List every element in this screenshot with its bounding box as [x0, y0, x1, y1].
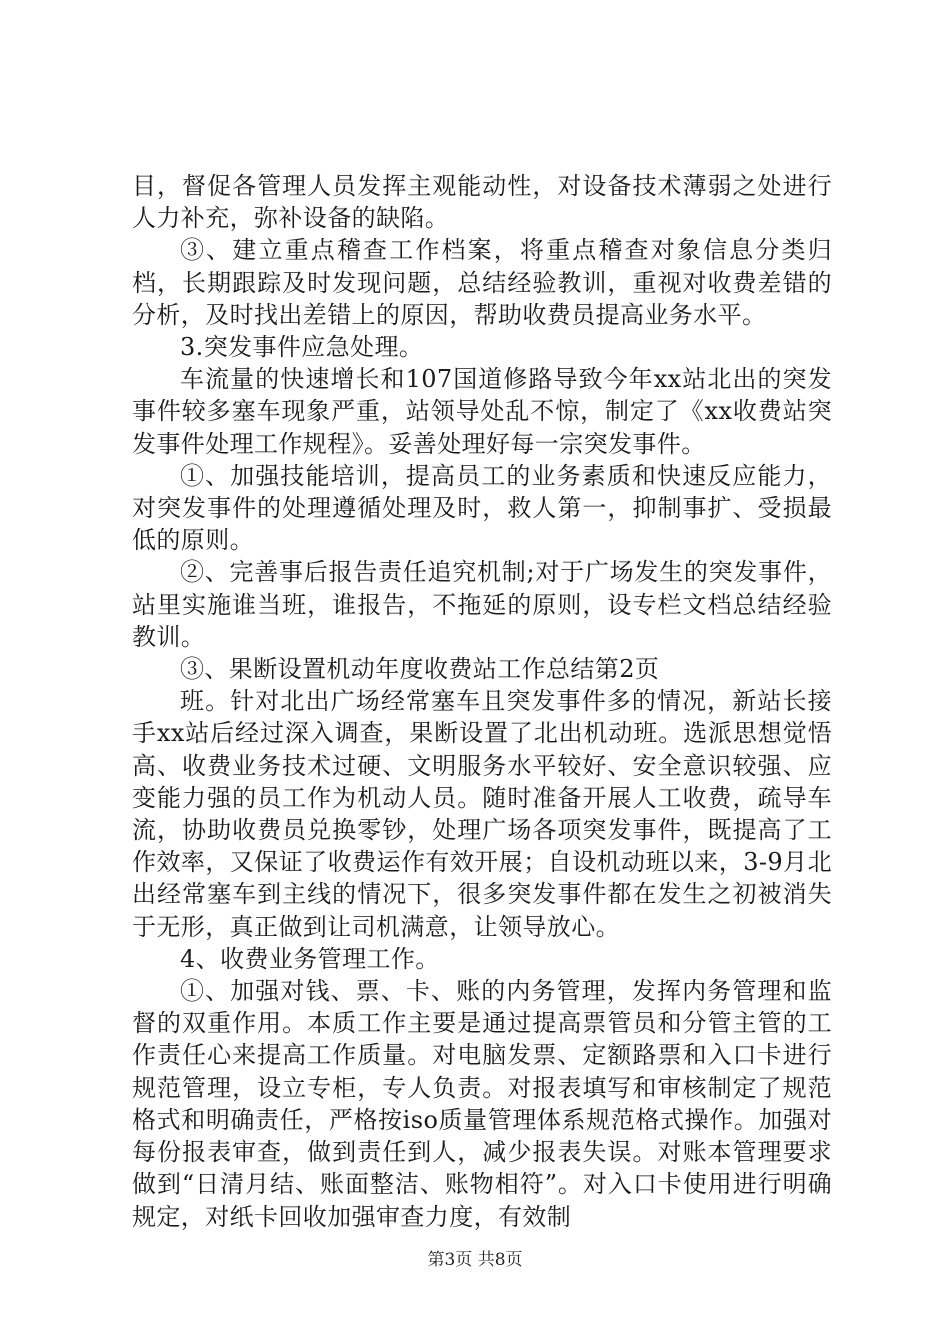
paragraph-item-1-internal-management: ①、加强对钱、票、卡、账的内务管理，发挥内务管理和监督的双重作用。本质工作主要是通过提高票管员和分管主管的工作责任心来提高工作质量。对电脑发票、定额路票和入口卡进行规范管理，设立专柜，专人负责。对报表填写和审核制定了规范格式和明确责任，严格按iso质量管理体系规范格式操作。加强对每份报表审查，做到责任到人，减少报表失误。对账本管理要求做到“日清月结、账面整洁、账物相符”。对入口卡使用进行明确规定，对纸卡回收加强审查力度，有效制 — [132, 977, 832, 1231]
paragraph-item-3-mobile-team: ③、果断设置机动年度收费站工作总结第2页 — [180, 655, 660, 684]
paragraph-mobile-team-detail: 班。针对北出广场经常塞车且突发事件多的情况，新站长接手xx站后经过深入调查，果断设置了北出机动班。选派思想觉悟高、收费业务技术过硬、文明服务水平较好、安全意识较强、应变能力强的员工作为机动人员。随时准备开展人工收费，疏导车流，协助收费员兑换零钞，处理广场各项突发事件，既提高了工作效率，又保证了收费运作有效开展；自设机动班以来，3-9月北出经常塞车到主线的情况下，很多突发事件都在发生之初被消失于无形，真正做到让司机满意，让领导放心。 — [132, 687, 832, 941]
section-heading-emergency: 3.突发事件应急处理。 — [180, 333, 424, 362]
paragraph-item-3-archive: ③、建立重点稽查工作档案，将重点稽查对象信息分类归档，长期跟踪及时发现问题，总结经验教训，重视对收费差错的分析，及时找出差错上的原因，帮助收费员提高业务水平。 — [132, 236, 832, 329]
paragraph-item-2-reporting: ②、完善事后报告责任追究机制;对于广场发生的突发事件，站里实施谁当班，谁报告，不拖延的原则，设专栏文档总结经验教训。 — [132, 558, 832, 651]
document-body — [132, 170, 832, 1233]
page-footer: 第3页 共8页 — [427, 1250, 523, 1270]
paragraph-continuation: 目，督促各管理人员发挥主观能动性，对设备技术薄弱之处进行人力补充，弥补设备的缺陷。 — [132, 172, 832, 233]
section-heading-toll-management: 4、收费业务管理工作。 — [180, 944, 440, 973]
paragraph-item-1-training: ①、加强技能培训，提高员工的业务素质和快速反应能力，对突发事件的处理遵循处理及时，救人第一，抑制事扩、受损最低的原则。 — [132, 461, 832, 555]
paragraph-traffic-growth: 车流量的快速增长和107国道修路导致今年xx站北出的突发事件较多塞车现象严重，站领导处乱不惊，制定了《xx收费站突发事件处理工作规程》。妥善处理好每一宗突发事件。 — [132, 365, 832, 458]
